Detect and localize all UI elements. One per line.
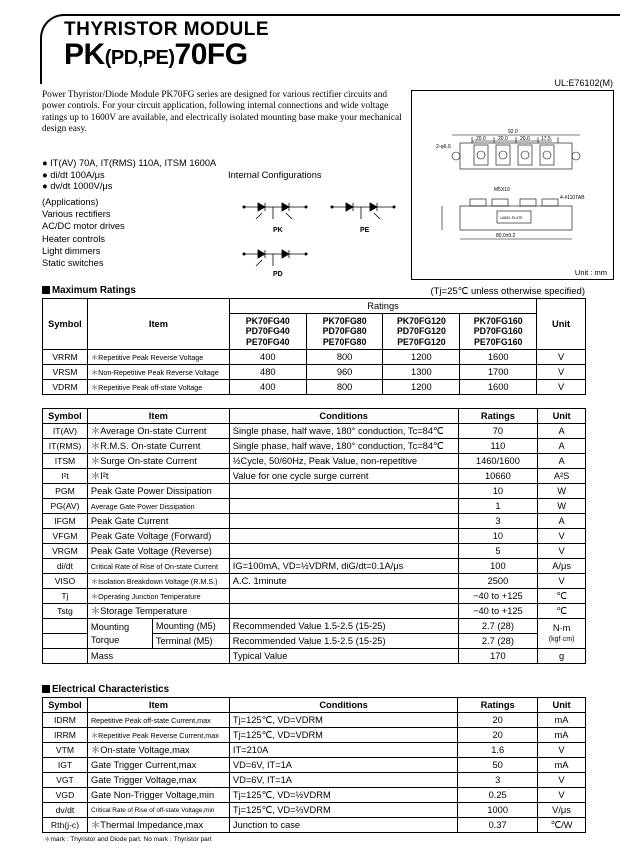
max-ratings-heading: Maximum Ratings (42, 285, 136, 296)
footnote: ＊mark : Thyristor and Diode part. No mark : Thyristor part (44, 836, 212, 843)
table-row: IDRM Repetitive Peak off-state Current,max Tj=125℃, VD=VDRM 20 mA (43, 713, 586, 728)
application-item: AC/DC motor drives (42, 221, 125, 232)
table-row: dv/dt Critical Rate of Rise of off-state Voltage,min Tj=125℃, VD=⅔VDRM 1000 V/μs (43, 803, 586, 818)
col-item: Item (87, 698, 229, 713)
dim-overall: 92.0 (508, 129, 518, 135)
feature-item: ● di/dt 100A/μs (42, 169, 105, 180)
applications (42, 196, 125, 269)
col-symbol: Symbol (43, 299, 88, 350)
col-unit: Unit (538, 409, 586, 424)
table-row: VFGM Peak Gate Voltage (Forward) 10 V (43, 529, 586, 544)
series-title: THYRISTOR MODULE (64, 19, 270, 40)
application-item: Various rectifiers (42, 209, 111, 220)
table-row: IT(AV) ＊Average On-state Current Single phase, half wave, 180° conduction, Tc=84℃ 70 A (43, 424, 586, 439)
col-unit: Unit (537, 299, 586, 350)
dim-pitch: 20.0 (520, 136, 530, 142)
table-row: I²t ＊I²t Value for one cycle surge current 10660 A²S (43, 469, 586, 484)
dim-holes: 2-φ6.0 (436, 144, 451, 150)
pd-label: PD (273, 271, 283, 278)
col-item: Item (87, 409, 229, 424)
col-ratings: Ratings (458, 698, 538, 713)
dim-mount: 80.0±0.2 (496, 233, 516, 239)
dim-tab: 4-#110TAB (560, 195, 585, 201)
table-row: PGM Peak Gate Power Dissipation 10 W (43, 484, 586, 499)
table-row: VDRM ＊Repetitive Peak off-state Voltage 400 800 1200 1600 V (43, 380, 586, 395)
col-item: Item (87, 299, 229, 350)
table-row: di/dt Critical Rate of Rise of On-state Current IG=100mA, VD=½VDRM, diG/dt=0.1A/μs 100 A/μs (43, 559, 586, 574)
table-row: VRRM ＊Repetitive Peak Reverse Voltage 400 800 1200 1600 V (43, 350, 586, 365)
drawing-unit: Unit : mm (574, 268, 607, 277)
table-row: VRGM Peak Gate Voltage (Reverse) 5 V (43, 544, 586, 559)
pd-circuit-icon (240, 242, 310, 272)
table-row: IFGM Peak Gate Current 3 A (43, 514, 586, 529)
dim-pitch: 20.0 (498, 136, 508, 142)
model-group: PK70FG40 PD70FG40 PE70FG40 (229, 314, 306, 350)
feature-item: ● dv/dt 1000V/μs (42, 181, 113, 191)
table-row: Rth(j-c) ＊Thermal Impedance,max Junction to case 0.37 ℃/W (43, 818, 586, 833)
feature-item: ● IT(AV) 70A, IT(RMS) 110A, ITSM 1600A (42, 158, 217, 168)
pk-circuit-icon (240, 195, 310, 225)
application-item: Light dimmers (42, 245, 101, 256)
col-conditions: Conditions (229, 698, 457, 713)
col-unit: Unit (538, 698, 586, 713)
applications-heading: (Applications) (42, 197, 99, 207)
col-ratings: Ratings (229, 299, 536, 314)
description: Power Thyristor/Diode Module PK70FG series are designed for various rectifier circuits and power controls. For your circuit application, following internal connections and wide voltage ratings up to 1600V are available, and electrically isolated mounting base make your mechanical design easy. (42, 90, 402, 135)
table-row: Terminal (M5) Recommended Value 1.5-2.5 (15-25) 2.7 (28) (43, 634, 586, 649)
table-row: Mass Typical Value 170 g (43, 649, 586, 664)
outline-drawing (412, 91, 613, 267)
table-row: PG(AV) Average Gate Power Dissipation 1 W (43, 499, 586, 514)
model-group: PK70FG80 PD70FG80 PE70FG80 (306, 314, 383, 350)
application-item: Static switches (42, 258, 104, 269)
model-title: PK(PD,PE)70FG (64, 38, 248, 71)
max-ratings-note: (Tj=25℃ unless otherwise specified) (430, 286, 585, 297)
pe-circuit-icon (328, 195, 398, 225)
dim-screw: M5X10 (494, 187, 510, 193)
table-row: VGD Gate Non-Trigger Voltage,min Tj=125℃, VD=½VDRM 0.25 V (43, 788, 586, 803)
table-row: Tj ＊Operating Junction Temperature −40 to +125 ℃ (43, 589, 586, 604)
label-plate: LABEL PLATE (500, 216, 523, 220)
dim-pitch: 20.0 (476, 136, 486, 142)
table-row: IRRM ＊Repetitive Peak Reverse Current,max Tj=125℃, VD=VDRM 20 mA (43, 728, 586, 743)
col-symbol: Symbol (43, 409, 88, 424)
dim-pitch: 17.5 (541, 136, 551, 142)
table-row: IT(RMS) ＊R.M.S. On-state Current Single phase, half wave, 180° conduction, Tc=84℃ 110 A (43, 439, 586, 454)
col-conditions: Conditions (229, 409, 458, 424)
col-symbol: Symbol (43, 698, 88, 713)
table-row: ITSM ＊Surge On-state Current ½Cycle, 50/60Hz, Peak Value, non-repetitive 1460/1600 A (43, 454, 586, 469)
application-item: Heater controls (42, 233, 106, 244)
pk-label: PK (273, 227, 283, 234)
table-row: VTM ＊On-state Voltage,max IT=210A 1.6 V (43, 743, 586, 758)
table-row: IGT Gate Trigger Current,max VD=6V, IT=1A 50 mA (43, 758, 586, 773)
ul-code: UL:E76102(M) (554, 78, 613, 88)
ratings-table (42, 408, 586, 664)
table-row: VRSM ＊Non-Repetitive Peak Reverse Voltage 480 960 1300 1700 V (43, 365, 586, 380)
pe-label: PE (360, 227, 370, 234)
torque-label: Mounting Torque (87, 619, 152, 649)
internal-config-title: Internal Configurations (228, 170, 322, 180)
electrical-heading: Electrical Characteristics (42, 684, 169, 695)
model-group: PK70FG160 PD70FG160 PE70FG160 (460, 314, 537, 350)
table-row: Mounting Torque Mounting (M5) Recommended Value 1.5-2.5 (15-25) 2.7 (28) N·m (kgf·cm) (43, 619, 586, 634)
torque-unit: N·m (kgf·cm) (538, 619, 586, 649)
table-row: Tstg ＊Storage Temperature −40 to +125 ℃ (43, 604, 586, 619)
electrical-table (42, 697, 586, 833)
table-row: VISO ＊Isolation Breakdown Voltage (R.M.S.) A.C. 1minute 2500 V (43, 574, 586, 589)
feature-list (42, 158, 216, 193)
col-ratings: Ratings (458, 409, 538, 424)
max-ratings-table (42, 298, 586, 395)
model-group: PK70FG120 PD70FG120 PE70FG120 (383, 314, 460, 350)
table-row: VGT Gate Trigger Voltage,max VD=6V, IT=1A 3 V (43, 773, 586, 788)
